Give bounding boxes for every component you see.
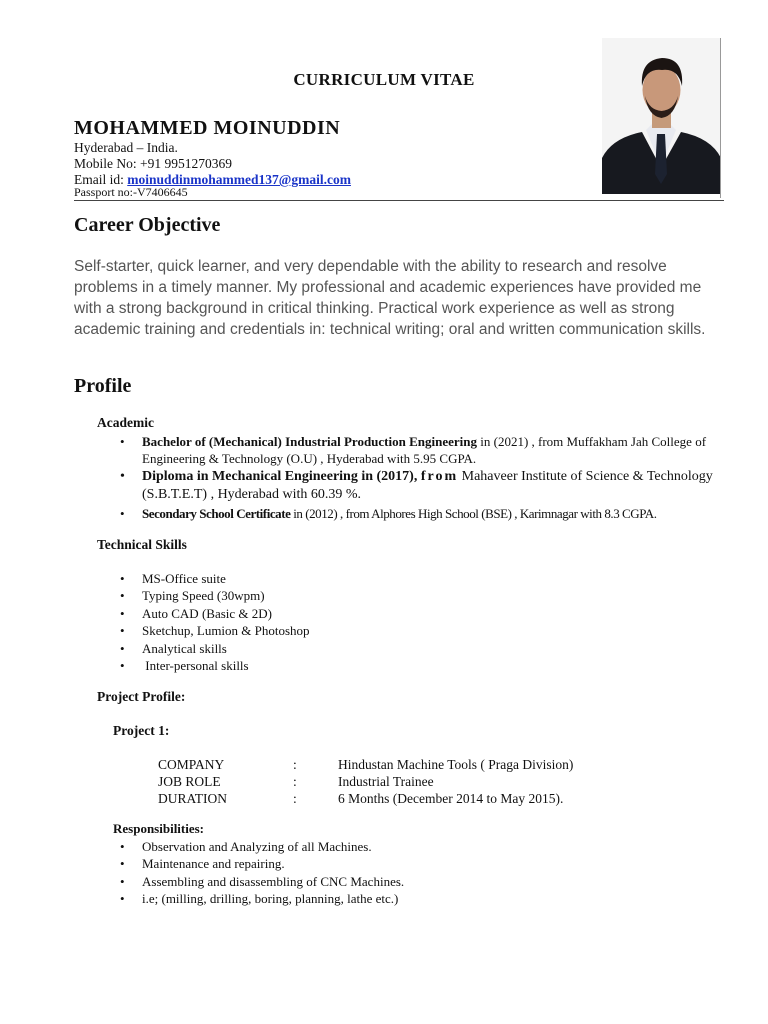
list-item: • Assembling and disassembling of CNC Machines. <box>116 873 616 890</box>
project-profile-heading: Project Profile: <box>97 689 186 704</box>
technical-skills-heading: Technical Skills <box>97 537 187 552</box>
academic-list <box>116 433 716 522</box>
degree-details: in (2021) , from Muffakham Jah College of Engineering & Technology (O.U) , Hyderabad with 5.95 CGPA. <box>142 434 707 466</box>
header-divider <box>74 200 724 201</box>
row-sep: : <box>293 774 297 789</box>
email-label: Email id: <box>74 172 128 187</box>
technical-skills-list <box>116 570 616 674</box>
row-sep: : <box>293 757 297 772</box>
degree-details: Mahaveer Institute of Science & Technology (S.B.T.E.T) , Hyderabad with 60.39 %. <box>142 469 713 502</box>
row-value: Hindustan Machine Tools ( Praga Division) <box>338 757 574 772</box>
degree-title: Secondary School Certificate <box>142 506 291 521</box>
document-title: CURRICULUM VITAE <box>293 70 475 89</box>
mobile-number: Mobile No: +91 9951270369 <box>74 156 232 171</box>
row-sep: : <box>293 791 297 806</box>
profile-photo <box>602 38 721 194</box>
candidate-name: MOHAMMED MOINUDDIN <box>74 117 341 139</box>
project-1-label: Project 1: <box>113 723 170 738</box>
academic-heading: Academic <box>97 415 154 430</box>
career-objective-text: Self-starter, quick learner, and very dependable with the ability to research and resolve problems in a timely manner. My professional and academic experiences have provided me with a strong background in critical thinking. Practical work experience as well as strong academic training and credentials in: technical writing; oral and written communication skills. <box>74 258 706 338</box>
list-item: • Auto CAD (Basic & 2D) <box>116 605 616 622</box>
profile-heading: Profile <box>74 375 132 397</box>
degree-title: Bachelor of (Mechanical) Industrial Production Engineering <box>142 434 477 449</box>
row-key: DURATION <box>158 791 227 806</box>
list-item: • MS-Office suite <box>116 570 616 587</box>
row-value: Industrial Trainee <box>338 774 434 789</box>
photo-border-line <box>720 38 721 198</box>
location: Hyderabad – India. <box>74 140 178 155</box>
contact-block <box>74 140 351 188</box>
portrait-icon <box>602 38 721 194</box>
email-link[interactable]: moinuddinmohammed137@gmail.com <box>127 172 351 187</box>
row-value: 6 Months (December 2014 to May 2015). <box>338 791 564 806</box>
row-key: COMPANY <box>158 757 225 772</box>
passport-number: Passport no:-V7406645 <box>74 185 188 199</box>
list-item: • Typing Speed (30wpm) <box>116 587 616 604</box>
list-item: • Sketchup, Lumion & Photoshop <box>116 622 616 639</box>
degree-details: in (2012) , from Alphores High School (BSE) , Karimnagar with 8.3 CGPA. <box>290 506 657 521</box>
list-item: • Inter-personal skills <box>116 657 616 674</box>
degree-title: Diploma in Mechanical Engineering in (2017), <box>142 469 421 484</box>
list-item: • Analytical skills <box>116 640 616 657</box>
list-item <box>116 505 716 522</box>
list-item: • Observation and Analyzing of all Machines. <box>116 838 616 855</box>
list-item <box>116 433 716 467</box>
list-item <box>116 468 716 504</box>
responsibilities-list <box>116 838 616 908</box>
degree-from: from <box>420 469 459 484</box>
responsibilities-heading: Responsibilities: <box>113 821 205 836</box>
list-item: • i.e; (milling, drilling, boring, planning, lathe etc.) <box>116 890 616 907</box>
row-key: JOB ROLE <box>158 774 221 789</box>
list-item: • Maintenance and repairing. <box>116 855 616 872</box>
career-objective-heading: Career Objective <box>74 214 221 236</box>
